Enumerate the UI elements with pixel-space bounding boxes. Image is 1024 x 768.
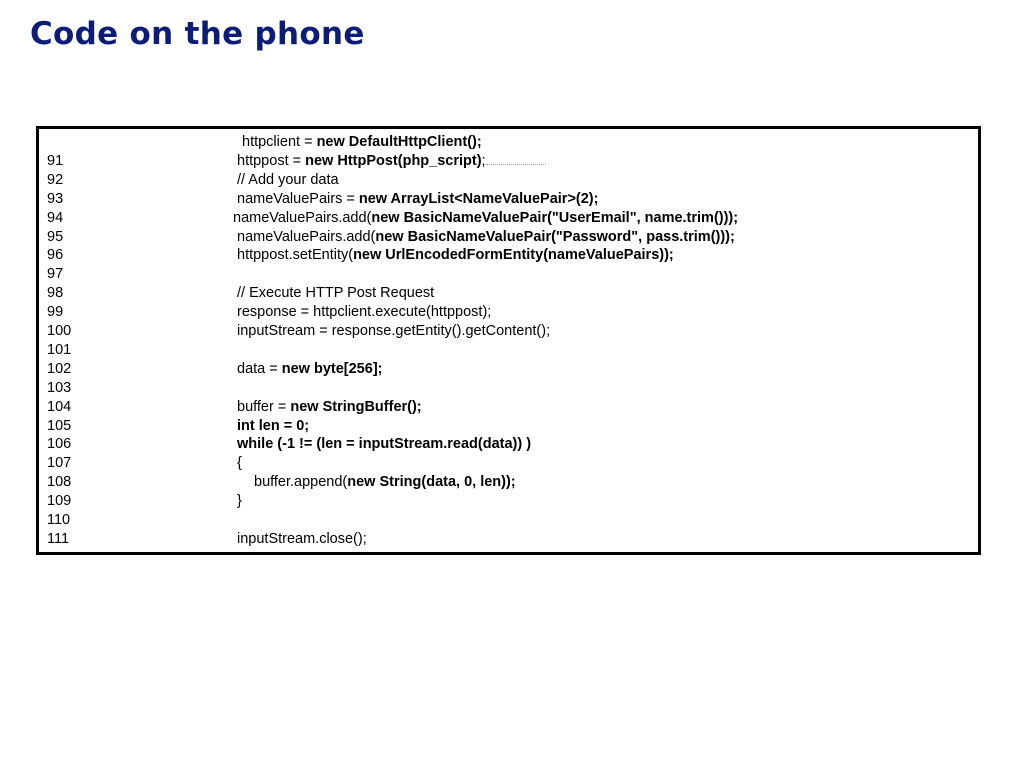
code-plain-text: httppost.setEntity(	[237, 247, 354, 264]
line-number: 101	[47, 341, 72, 358]
line-code	[237, 228, 735, 247]
line-code	[237, 303, 491, 322]
dotted-underline-mark	[486, 156, 546, 165]
line-code	[242, 133, 482, 152]
line-number: 93	[47, 190, 64, 207]
code-plain-text: buffer.append(	[254, 474, 348, 491]
line-number: 100	[47, 323, 72, 339]
line-number: 107	[47, 455, 72, 472]
code-line	[39, 190, 978, 209]
line-code	[237, 417, 309, 436]
code-line	[39, 511, 978, 530]
code-line	[39, 492, 978, 511]
code-line	[39, 435, 978, 454]
code-plain-text: // Execute HTTP Post Request	[237, 285, 435, 302]
line-number: 106	[47, 436, 72, 453]
line-number: 96	[47, 247, 64, 264]
code-line	[39, 322, 978, 341]
line-code	[237, 398, 422, 417]
code-bold-text: new HttpPost(php_script)	[305, 152, 482, 169]
code-line	[39, 360, 978, 379]
code-plain-text: inputStream.close();	[237, 530, 367, 547]
code-bold-text: new BasicNameValuePair("UserEmail", name.trim()));	[371, 209, 739, 226]
code-line	[39, 398, 978, 417]
line-number: 98	[47, 285, 64, 302]
line-number: 102	[47, 360, 72, 377]
code-bold-text: new StringBuffer();	[290, 398, 422, 415]
code-line	[39, 228, 978, 247]
code-plain-text: inputStream = response.getEntity().getContent();	[237, 323, 551, 339]
line-code	[237, 171, 339, 190]
code-bold-text: while (-1 != (len = inputStream.read(data)) )	[237, 436, 532, 453]
line-code	[254, 473, 516, 492]
line-number: 110	[47, 512, 71, 528]
code-bold-text: new ArrayList<NameValuePair>(2);	[358, 190, 599, 207]
line-number: 95	[47, 228, 64, 245]
code-plain-text: {	[237, 455, 242, 472]
code-line	[39, 473, 978, 492]
line-number: 91	[47, 152, 64, 169]
line-code	[237, 360, 382, 379]
line-number: 99	[47, 304, 64, 321]
code-line	[39, 246, 978, 265]
code-plain-text: nameValuePairs =	[237, 190, 359, 207]
code-line	[39, 341, 978, 360]
line-number: 111	[47, 530, 70, 547]
line-code	[237, 530, 367, 549]
line-code	[237, 190, 598, 209]
code-bold-text: new DefaultHttpClient();	[316, 134, 482, 150]
code-plain-text: buffer =	[237, 398, 291, 415]
code-plain-text: }	[237, 493, 242, 510]
line-code	[237, 454, 242, 473]
code-bold-text: new BasicNameValuePair("Password", pass.trim()));	[375, 228, 735, 245]
code-line	[39, 133, 978, 152]
code-plain-text: response = httpclient.execute(httppost);	[237, 304, 492, 321]
line-number: 108	[47, 474, 72, 491]
line-number: 94	[47, 209, 64, 226]
code-line	[39, 454, 978, 473]
code-line	[39, 303, 978, 322]
line-code	[237, 246, 674, 265]
code-line	[39, 284, 978, 303]
slide-title: Code on the phone	[30, 16, 365, 52]
code-line	[39, 209, 978, 228]
code-bold-text: int len = 0;	[237, 417, 310, 434]
code-line	[39, 379, 978, 398]
code-line	[39, 265, 978, 284]
code-line	[39, 417, 978, 436]
line-code	[237, 492, 242, 511]
code-bold-text: new UrlEncodedFormEntity(nameValuePairs));	[353, 247, 674, 264]
line-number: 103	[47, 379, 72, 396]
code-line	[39, 530, 978, 549]
line-number: 97	[47, 266, 64, 283]
line-number: 105	[47, 417, 72, 434]
code-line	[39, 152, 978, 171]
code-plain-text: data =	[237, 360, 282, 377]
code-plain-text: nameValuePairs.add(	[233, 209, 372, 226]
line-number: 109	[47, 493, 72, 510]
line-number: 104	[47, 398, 72, 415]
code-bold-text: new String(data, 0, len));	[347, 474, 516, 491]
code-plain-text: httppost =	[237, 152, 306, 169]
line-number: 92	[47, 171, 64, 188]
code-bold-text: new byte[256];	[281, 360, 383, 377]
line-code	[237, 322, 550, 341]
code-line	[39, 171, 978, 190]
code-plain-text: nameValuePairs.add(	[237, 228, 376, 245]
line-code	[233, 209, 738, 228]
code-suffix-text: ;	[481, 152, 486, 169]
line-code	[237, 284, 434, 303]
line-code	[237, 435, 531, 454]
code-plain-text: // Add your data	[237, 171, 339, 188]
code-listing-box	[36, 126, 981, 555]
code-plain-text: httpclient =	[242, 134, 317, 150]
line-code	[237, 152, 546, 171]
